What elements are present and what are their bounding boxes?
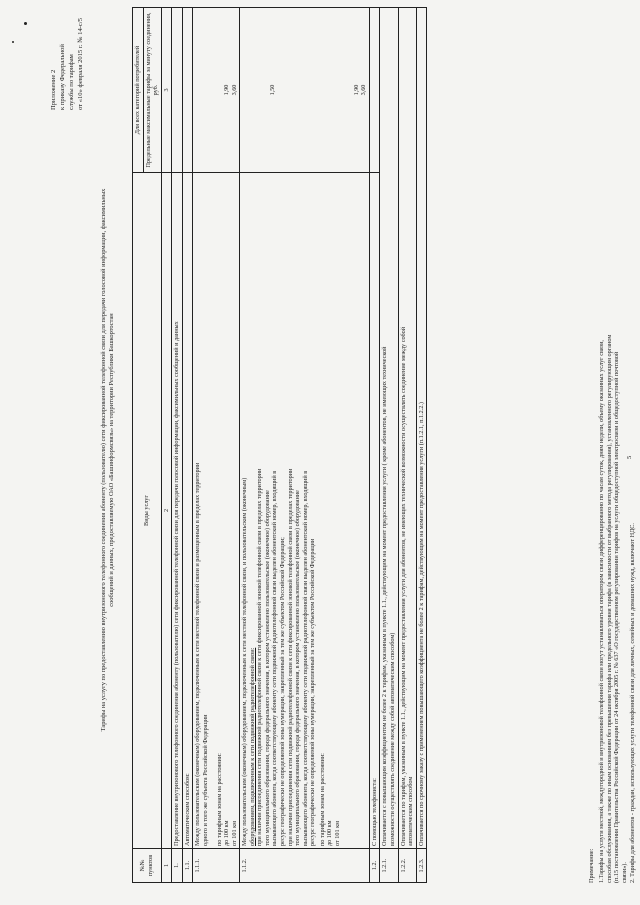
notes-heading: Примечание:	[588, 848, 595, 883]
column-index: 3	[161, 8, 172, 173]
service-line: Между пользовательским (оконечным) оборудованием, подключенным к сети местной телефонной связи, и пользовательским (оконечным)	[241, 477, 249, 846]
distance-line: от 101 км	[230, 820, 238, 846]
note-line: 2. Тарифы для абонентов - граждан, использующих услуги телефонной связи для личных, семейных и домашних нужд, включают НДС.	[628, 523, 636, 883]
title-line-1: Тарифы на услугу по предоставлению внутризонового телефонного соединения абоненту (пользователю) сети фиксированной телефонной связи для передачи голосовой информации, факсимильных	[100, 188, 107, 732]
scan-speck	[12, 41, 14, 43]
notes-section	[588, 13, 637, 883]
tariff-value: 1,90	[223, 84, 231, 96]
tariff-value: 1,90	[352, 84, 360, 96]
distance-line: от 101 км	[333, 820, 341, 846]
row-tariff	[193, 8, 240, 173]
service-line: Оплачивается по тарифам, указанным в пункте 1.1., действующим на момент предоставления услуги для абонентов, не имеющих технической возможности осуществлять соединение между собой	[399, 326, 407, 846]
row-tariff	[240, 8, 370, 173]
table-row	[369, 8, 380, 883]
row-service-text: Предоставление внутризонового телефонного соединения абоненту (пользователю) сети фиксированной телефонной связи для передачи голосовой информации, факсимильных сообщений и данных	[172, 173, 183, 849]
column-index: 2	[161, 173, 172, 849]
service-line: ресурс географически не определяемой зоны нумерации, закрепленный за тем же субъектом Российской Федерации;	[279, 537, 286, 846]
appendix-date-line: от «10» февраля 2015 г. № 14-с/5	[76, 18, 84, 111]
table-row	[172, 8, 183, 883]
table-row	[398, 8, 416, 883]
row-number: 1.1.1.	[193, 849, 240, 883]
service-line: при наличии присоединения сети подвижной радиотелефонной связи к сети фиксированной зоновой телефонной связи в пределах территории	[256, 468, 264, 846]
row-service-text: Оплачивается по срочному заказу с применением повышающего коэффициента не более 2 к тарифам, действующим на момент предоставления услуги (п.1.2.1, п.1.2.2.)	[416, 8, 427, 849]
note-line: способам обслуживания, а также по иным основаниям без превышения тарифа или предельного уровня тарифа (в зависимости от выбранного метода регулирования), установленного регулирующим органом	[605, 334, 613, 883]
service-line: Между пользовательским (оконечным) оборудованием, подключенным к сети местной телефонной связи и размещенным в пределах территории	[194, 462, 202, 846]
service-line: ресурс географически не определяемой зоны нумерации, закрепленный за тем же субъектом Российской Федерации	[309, 538, 317, 846]
service-line: того муниципального образования, города федерального значения, в котором установлено пользовательское (оконечное) оборудование	[294, 490, 302, 846]
header-max-tariff: Предельные максимальные тарифы за минуту соединения, руб.	[143, 8, 161, 173]
tariff-value: 1,50	[269, 84, 277, 96]
row-tariff	[182, 8, 193, 173]
service-line: возможности осуществлять соединение между собой автоматическим способом)	[389, 632, 396, 846]
appendix-number: Приложение 2	[50, 69, 57, 111]
service-line: вызывающего абонента, когда соответствующему абоненту сети подвижной радиотелефонной связи выделен абонентский номер, входящий в	[301, 470, 309, 846]
service-line: Оплачивается с повышающим коэффициентом не более 2 к тарифам, указанным в пункте 1.1., действующим на момент предоставления услуги ( кроме абонентов, не имеющих технической	[381, 346, 389, 846]
row-tariff	[369, 8, 380, 173]
page-number: 5	[626, 455, 633, 459]
appendix-agency-line: службы по тарифам	[67, 54, 75, 111]
service-line: одного и того же субъекта Российской Федерации	[201, 714, 209, 846]
row-number: 1.2.	[369, 849, 380, 883]
service-line: оборудованием, подключенным к сети подвижной радиотелефонной связи:	[248, 647, 256, 846]
note-line: (п.15 постановления Правительства Российской Федерации от 24 октября 2005 г. № 637 «О государственном регулировании тарифов на услуги общедоступной электросвязи и общедоступной почтовой	[613, 351, 621, 883]
row-service-text	[380, 8, 398, 849]
distance-line: до 100 км	[326, 820, 334, 846]
document-title	[100, 115, 117, 805]
tariff-value: 3,60	[230, 84, 238, 96]
service-line: по тарифным зонам на расстоянии:	[318, 753, 326, 846]
row-service-text: С помощью телефониста:	[369, 173, 380, 849]
table-row	[240, 8, 370, 883]
appendix-header	[50, 18, 86, 110]
scan-speck	[24, 22, 27, 25]
table-index-row	[161, 8, 172, 883]
row-service-text: Автоматическим способом:	[182, 173, 193, 849]
row-number: 1.1.2.	[240, 849, 370, 883]
row-service-text	[240, 173, 370, 849]
row-tariff	[172, 8, 183, 173]
header-consumer-category: Для всех категорий потребителей	[133, 8, 144, 173]
service-line: автоматическим способом	[407, 776, 415, 846]
row-number: 1.2.1.	[380, 849, 398, 883]
row-number: 1.1.	[182, 849, 193, 883]
header-item-number: №№ пунктов	[133, 849, 162, 883]
header-service-type: Виды услуг	[133, 173, 162, 849]
service-line: того муниципального образования, города федерального значения, в котором установлено пользовательское (оконечное) оборудование	[263, 490, 271, 846]
column-index: 1	[161, 849, 172, 883]
appendix-order-line: к приказу Федеральной	[58, 44, 66, 111]
table-row	[416, 8, 427, 883]
note-line: 1.Тарифы на услуги местной, междугородной и внутризоновой телефонной связи могут устанавливаться оператором связи дифференцированно по часам суток, дням недели, объему оказанных услуг связи,	[597, 340, 605, 883]
row-service-text	[398, 8, 416, 849]
row-number: 1.2.3.	[416, 849, 427, 883]
tariff-table	[132, 7, 427, 883]
table-row	[193, 8, 240, 883]
row-number: 1.	[172, 849, 183, 883]
tariff-value: 3,60	[360, 84, 368, 96]
title-line-2: сообщений и данных, предоставляемую ОАО «Башинформсвязь» на территории Республики Башкортостан	[108, 313, 116, 607]
service-line: вызывающего абонента, когда соответствующему абоненту сети подвижной радиотелефонной связи выделен абонентский номер, входящий в	[271, 470, 279, 846]
service-line: по тарифным зонам на расстоянии:	[215, 753, 223, 846]
row-service-text	[193, 173, 240, 849]
row-number: 1.2.2.	[398, 849, 416, 883]
distance-line: до 100 км	[223, 820, 231, 846]
table-header-row	[133, 8, 144, 883]
table-row	[182, 8, 193, 883]
note-line: связи»).	[621, 862, 628, 883]
table-row	[380, 8, 398, 883]
service-line: при наличии присоединения сети подвижной радиотелефонной связи к сети фиксированной зоновой телефонной связи в пределах территории	[286, 468, 294, 846]
